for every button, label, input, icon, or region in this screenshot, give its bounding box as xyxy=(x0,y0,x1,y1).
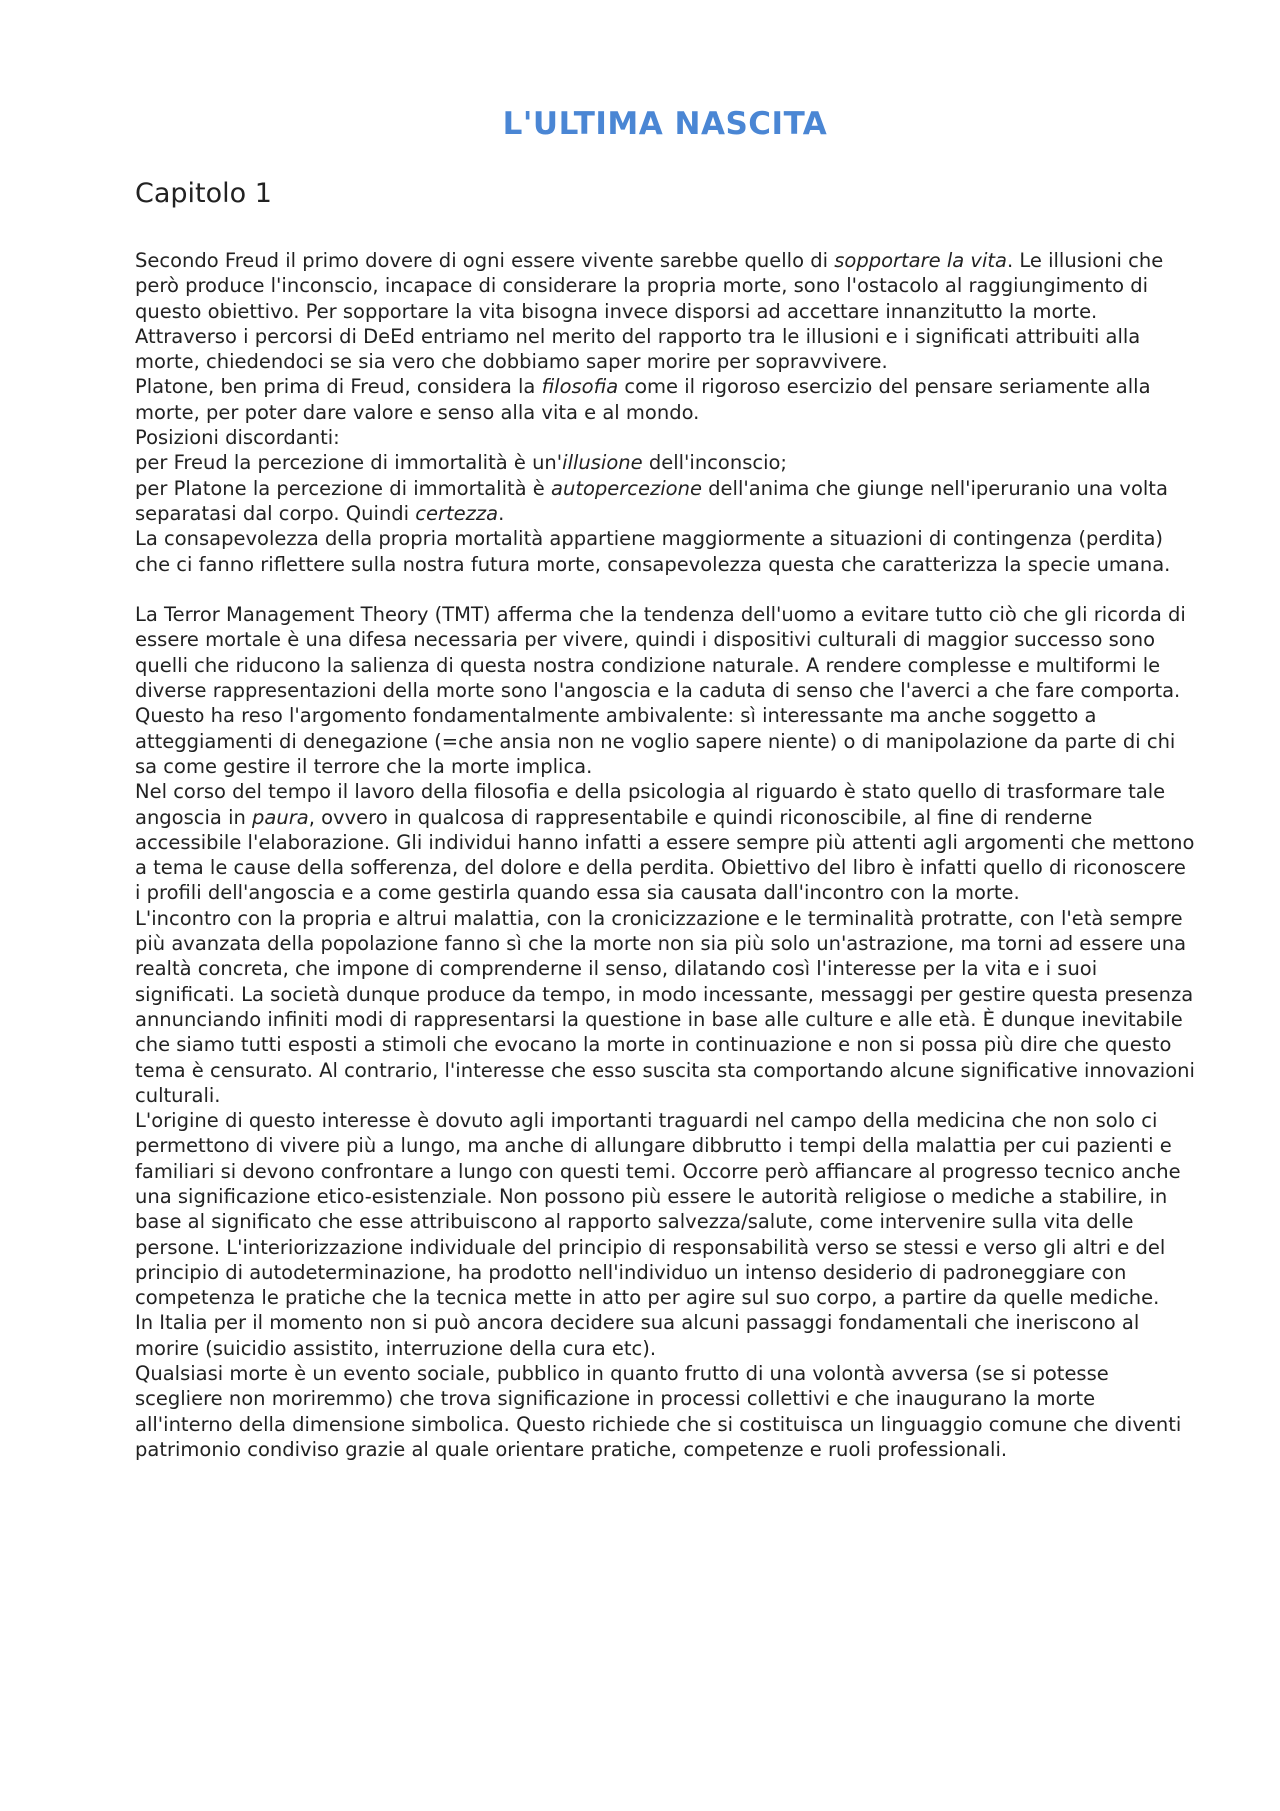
paragraph-spacer xyxy=(135,577,1195,602)
paragraph-platone-position: per Platone la percezione di immortalità è autopercezione dell'anima che giunge nell'iperuranio una volta separatasi dal corpo. Quindi certezza. xyxy=(135,476,1168,525)
emphasis-text: sopportare la vita xyxy=(834,249,1007,272)
paragraph-platone: Platone, ben prima di Freud, considera la filosofia come il rigoroso esercizio del pensare seriamente alla morte, per poter dare valore e senso alla vita e al mondo. xyxy=(135,375,1151,424)
emphasis-text: filosofia xyxy=(541,375,619,399)
emphasis-text: autopercezione xyxy=(551,476,702,500)
paragraph-tmt: La Terror Management Theory (TMT) afferma che la tendenza dell'uomo a evitare tutto ciò che gli ricorda di essere mortale è una difesa necessaria per vivere, quindi i dispositivi culturali di maggior successo sono quelli che riducono la salienza di questa nostra condizione naturale. A rendere complesse e multiformi le diverse rappresentazioni della morte sono l'angoscia e la caduta di senso che l'averci a che fare comporta. Questo ha reso l'argomento fondamentalmente ambivalente: sì interessante ma anche soggetto a atteggiamenti di denegazione (=che ansia non ne voglio sapere niente) o di manipolazione da parte di chi sa come gestire il terrore che la morte implica. xyxy=(135,603,1186,778)
chapter-heading: Capitolo 1 xyxy=(135,178,272,209)
paragraph-evento-sociale: Qualsiasi morte è un evento sociale, pubblico in quanto frutto di una volontà avversa (se si potesse scegliere non moriremmo) che trova significazione in processi collettivi e che inaugurano la morte all'interno della dimensione simbolica. Questo richiede che si costituisca un linguaggio comune che diventi patrimonio condiviso grazie al quale orientare pratiche, competenze e ruoli professionali. xyxy=(135,1362,1182,1461)
emphasis-text: illusione xyxy=(562,451,643,475)
document-title: L'ULTIMA NASCITA xyxy=(502,106,828,142)
document-body xyxy=(135,248,1195,1462)
emphasis-text: certezza xyxy=(415,501,499,525)
emphasis-text: paura xyxy=(252,805,309,829)
paragraph-angoscia: Nel corso del tempo il lavoro della filosofia e della psicologia al riguardo è stato quello di trasformare tale angoscia in paura, ovvero in qualcosa di rappresentabile e quindi riconoscibile, al fine di renderne accessibile l'elaborazione. Gli individui hanno infatti a essere sempre più attenti agli argomenti che mettono a tema le cause della sofferenza, del dolore e della perdita. Obiettivo del libro è infatti quello di riconoscere i profili dell'angoscia e a come gestirla quando essa sia causata dall'incontro con la morte. xyxy=(135,780,1195,905)
paragraph-malattia: L'incontro con la propria e altrui malattia, con la cronicizzazione e le terminalità protratte, con l'età sempre più avanzata della popolazione fanno sì che la morte non sia più solo un'astrazione, ma torni ad essere una realtà concreta, che impone di comprenderne il senso, dilatando così l'interesse per la vita e i suoi significati. La società dunque produce da tempo, in modo incessante, messaggi per gestire questa presenza annunciando infiniti modi di rappresentarsi la questione in base alle culture e alle età. È dunque inevitabile che siamo tutti esposti a stimoli che evocano la morte in continuazione e non si possa più dire che questo tema è censurato. Al contrario, l'interesse che esso suscita sta comportando alcune significative innovazioni culturali. xyxy=(135,906,1195,1107)
paragraph-freud: Secondo Freud il primo dovere di ogni essere vivente sarebbe quello di sopportare la vita. Le illusioni che però produce l'inconscio, incapace di considerare la propria morte, sono l'ostacolo al raggiungimento di questo obiettivo. Per sopportare la vita bisogna invece disporsi ad accettare innanzitutto la morte. xyxy=(135,249,1164,323)
document-page xyxy=(135,100,1195,1462)
paragraph-positions: Posizioni discordanti: xyxy=(135,426,340,450)
paragraph-consapevolezza: La consapevolezza della propria mortalità appartiene maggiormente a situazioni di contingenza (perdita) che ci fanno riflettere sulla nostra futura morte, consapevolezza questa che caratterizza la specie umana. xyxy=(135,527,1171,576)
paragraph-italia: In Italia per il momento non si può ancora decidere sua alcuni passaggi fondamentali che ineriscono al morire (suicidio assistito, interruzione della cura etc). xyxy=(135,1311,1140,1360)
paragraph-freud-position: per Freud la percezione di immortalità è un'illusione dell'inconscio; xyxy=(135,451,787,475)
paragraph-deed: Attraverso i percorsi di DeEd entriamo nel merito del rapporto tra le illusioni e i significati attribuiti alla morte, chiedendoci se sia vero che dobbiamo saper morire per sopravvivere. xyxy=(135,324,1141,374)
paragraph-medicina: L'origine di questo interesse è dovuto agli importanti traguardi nel campo della medicina che non solo ci permettono di vivere più a lungo, ma anche di allungare dibbrutto i tempi della malattia per cui pazienti e familiari si devono confrontare a lungo con questi temi. Occorre però affiancare al progresso tecnico anche una significazione etico-esistenziale. Non possono più essere le autorità religiose o mediche a stabilire, in base al significato che esse attribuiscono al rapporto salvezza/salute, come intervenire sulla vita delle persone. L'interiorizzazione individuale del principio di responsabilità verso se stessi e verso gli altri e del principio di autodeterminazione, ha prodotto nell'individuo un intenso desiderio di padroneggiare con competenza le pratiche che la tecnica mette in atto per agire sul suo corpo, a partire da quelle mediche. xyxy=(135,1109,1181,1310)
